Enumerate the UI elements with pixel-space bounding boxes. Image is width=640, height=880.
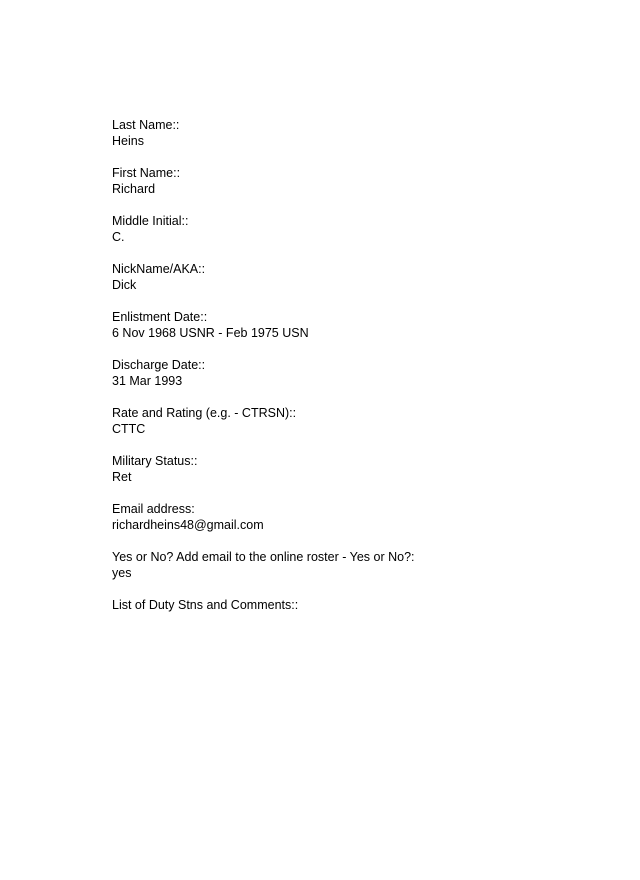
field-label: Military Status:: [112, 454, 198, 468]
field-enlistment-date [112, 309, 612, 357]
field-value: CTTC [112, 422, 146, 436]
field-value: 31 Mar 1993 [112, 374, 183, 388]
field-value: C. [112, 230, 125, 244]
field-label: Last Name:: [112, 118, 180, 132]
field-nickname [112, 261, 612, 309]
field-value: richardheins48@gmail.com [112, 518, 264, 532]
field-rate-rating [112, 405, 612, 453]
field-value: Heins [112, 134, 144, 148]
field-label: Yes or No? Add email to the online roster - Yes or No?: [112, 550, 415, 564]
field-roster-consent [112, 549, 612, 597]
field-value: Dick [112, 278, 137, 292]
field-label: Email address: [112, 502, 195, 516]
field-email-address [112, 501, 612, 549]
field-value: 6 Nov 1968 USNR - Feb 1975 USN [112, 326, 309, 340]
field-first-name [112, 165, 612, 213]
field-value [112, 613, 612, 629]
field-middle-initial [112, 213, 612, 261]
field-label: First Name:: [112, 166, 181, 180]
field-duty-stations [112, 597, 612, 645]
field-value: Richard [112, 182, 156, 196]
form-document [112, 117, 612, 645]
field-label: Rate and Rating (e.g. - CTRSN):: [112, 406, 297, 420]
field-value: Ret [112, 470, 132, 484]
field-discharge-date [112, 357, 612, 405]
field-value: yes [112, 566, 132, 580]
field-label: Middle Initial:: [112, 214, 189, 228]
field-label: NickName/AKA:: [112, 262, 206, 276]
field-military-status [112, 453, 612, 501]
field-label: List of Duty Stns and Comments:: [112, 598, 299, 612]
field-label: Discharge Date:: [112, 358, 206, 372]
field-last-name [112, 117, 612, 165]
field-label: Enlistment Date:: [112, 310, 208, 324]
